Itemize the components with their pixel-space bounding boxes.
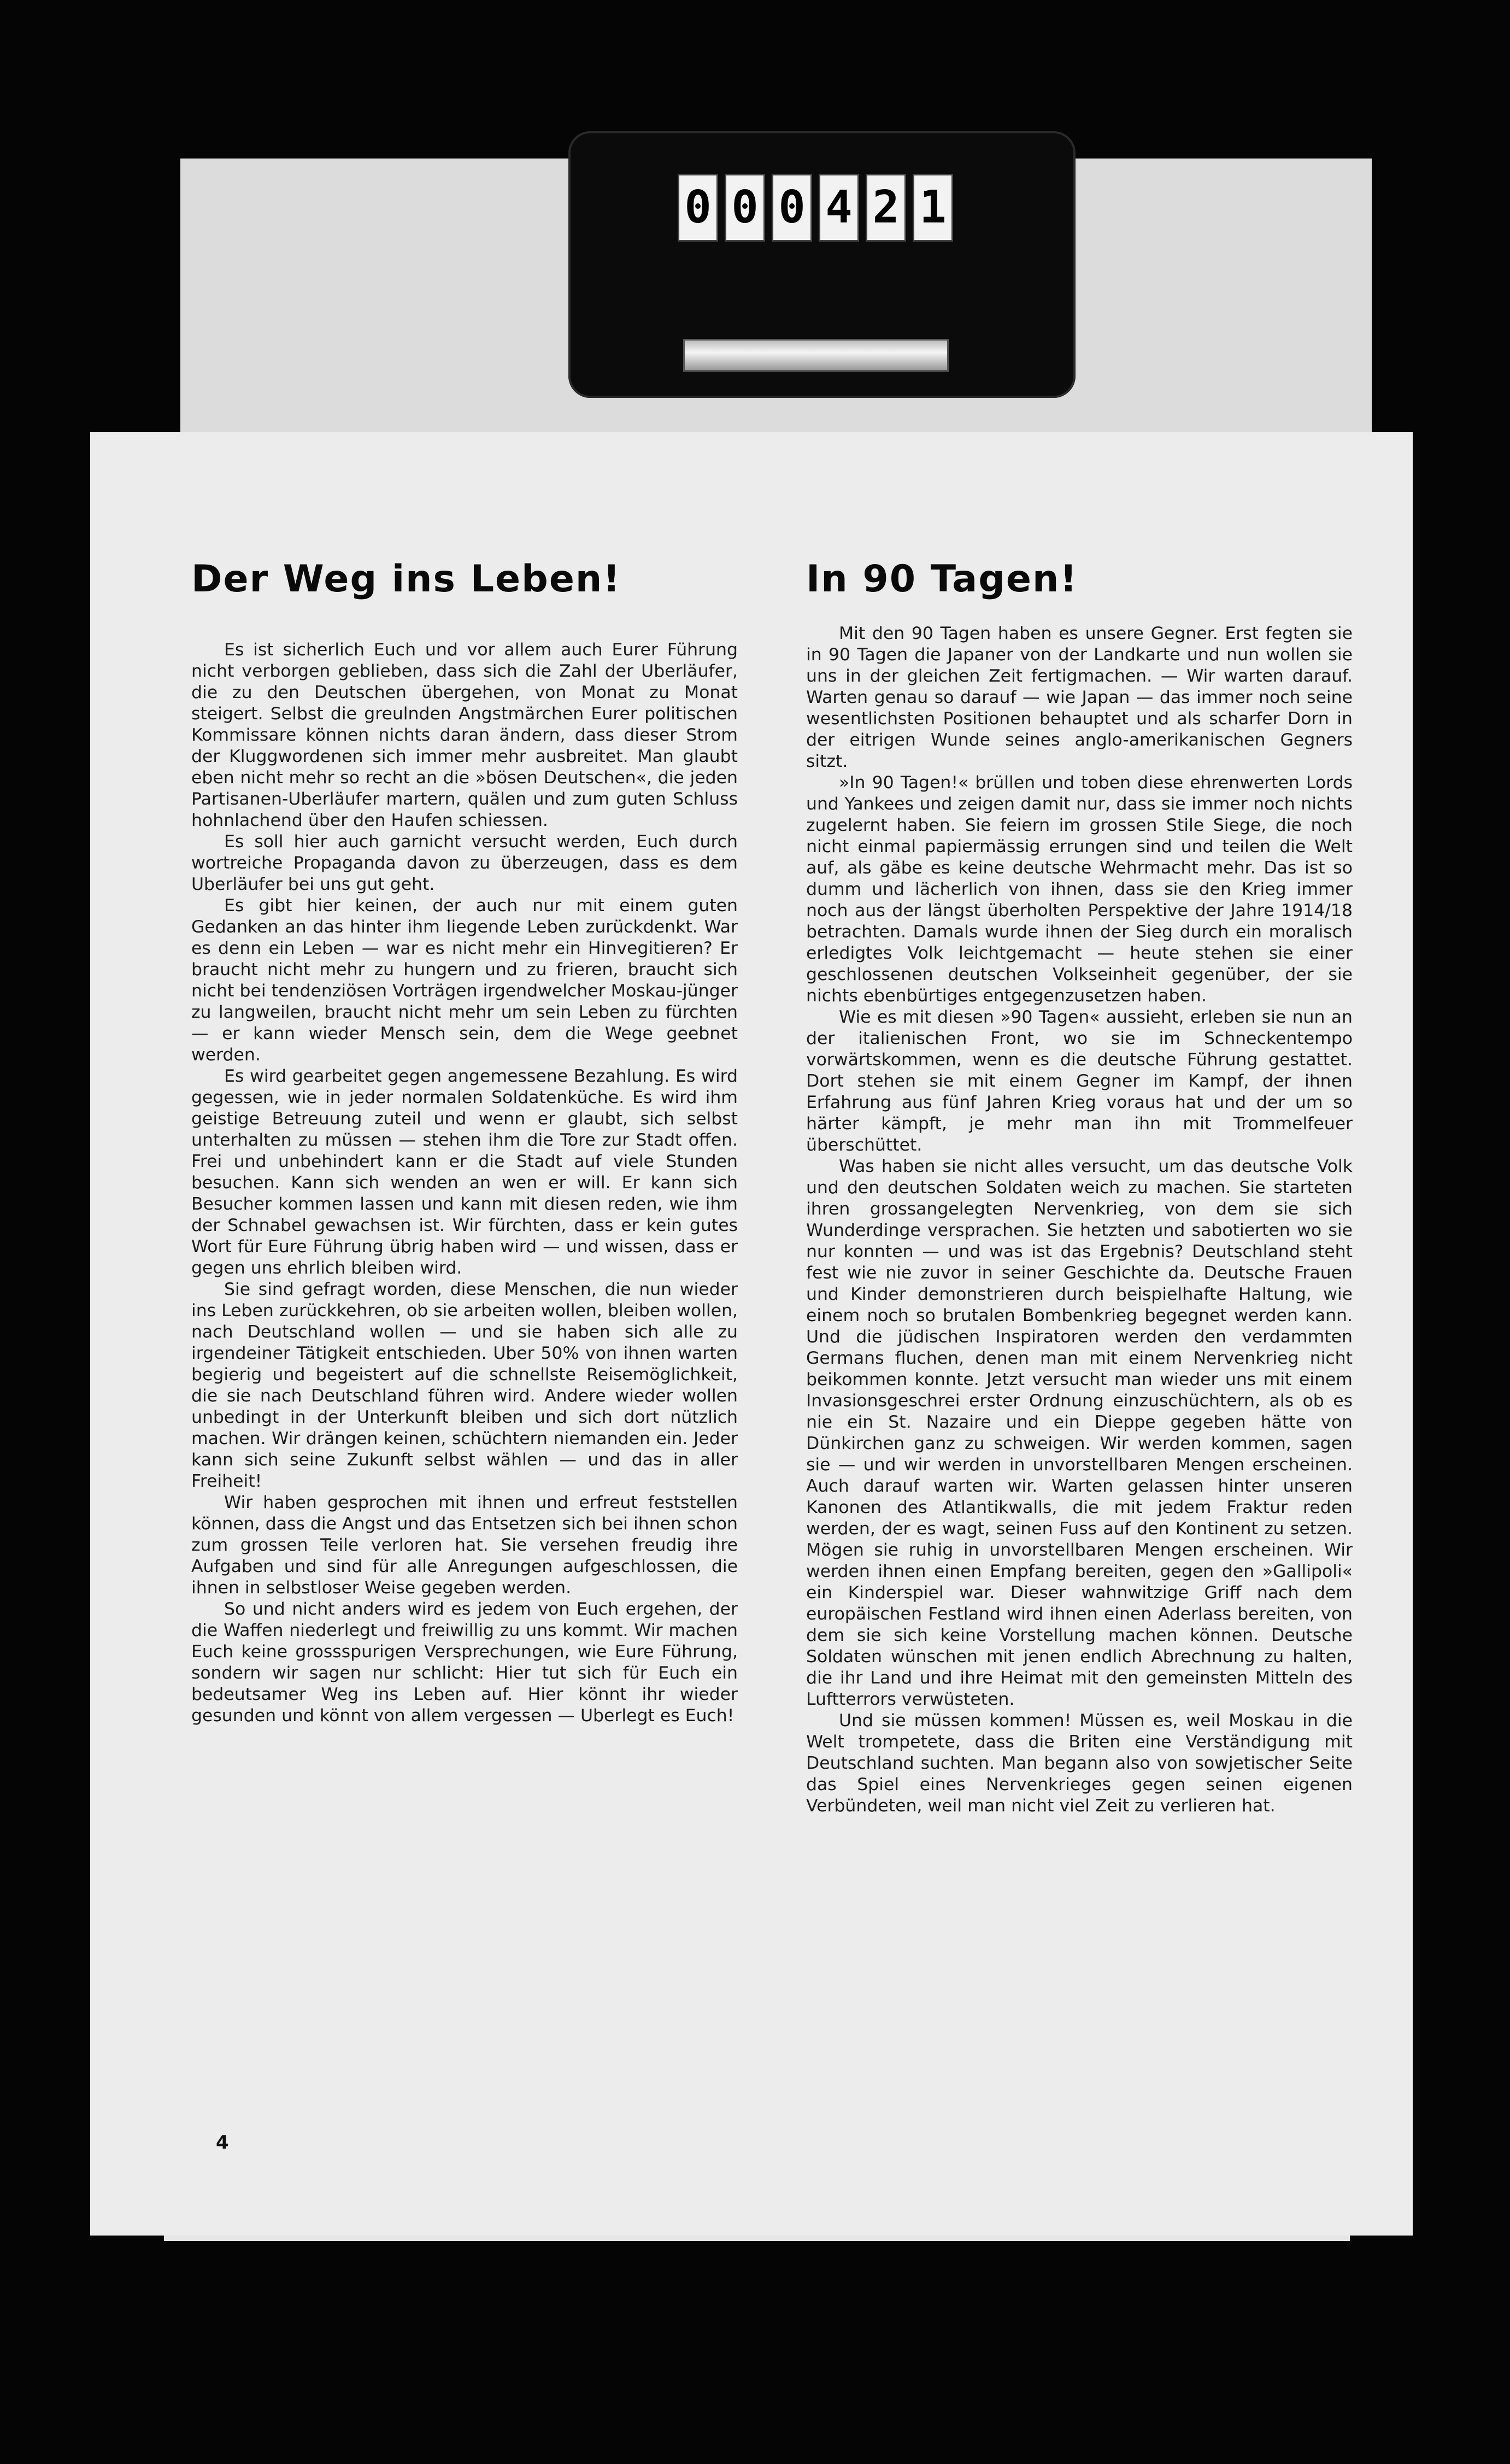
counter-digit: 2: [866, 174, 906, 242]
counter-digits: [678, 174, 953, 238]
left-headline: Der Weg ins Leben!: [191, 558, 621, 601]
article-paragraph: Es gibt hier keinen, der auch nur mit einem guten Gedanken an das hinter ihm liegende Leben zurückdenkt. War es denn ein Leben — war es nicht mehr ein Hinvegitieren? Er braucht nicht mehr zu hungern und zu frieren, braucht sich nicht bei tendenziösen Vorträgen irgendwelcher Moskau-jünger zu langweilen, braucht nicht mehr um sein Leben zu fürchten — er kann wieder Mensch sein, dem die Wege geebnet werden.: [191, 896, 738, 1065]
counter-digit: 1: [913, 174, 953, 242]
right-article: [806, 623, 1353, 1817]
article-paragraph: Es wird gearbeitet gegen angemessene Bezahlung. Es wird gegessen, wie in jeder normalen Soldatenküche. Es wird ihm geistige Betreuung zuteil und wenn er glaubt, sich selbst unterhalten zu müssen — stehen ihm die Tore zur Stadt offen. Frei und unbehindert kann er die Stadt auf viele Stunden besuchen. Kann sich wenden an wen er will. Er kann sich Besucher kommen lassen und kann mit diesen reden, wie ihm der Schnabel gewachsen ist. Wir fürchten, dass er kein gutes Wort für Eure Führung übrig haben wird — und wissen, dass er gegen uns ehrlich bleiben wird.: [191, 1066, 738, 1278]
article-paragraph: Und sie müssen kommen! Müssen es, weil Moskau in die Welt trompetete, dass die Briten eine Verständigung mit Deutschland suchten. Man begann also von sowjetischer Seite das Spiel eines Nervenkrieges gegen seinen eigenen Verbündeten, weil man nicht viel Zeit zu verlieren hat.: [806, 1711, 1353, 1816]
left-article: [191, 640, 738, 1727]
page-number: 4: [216, 2132, 229, 2154]
article-paragraph: Wir haben gesprochen mit ihnen und erfreut feststellen können, dass die Angst und das Entsetzen sich bei ihnen schon zum grossen Teile verloren hat. Sie versehen freudig ihre Aufgaben und sind für alle Anregungen aufgeschlossen, die ihnen in selbstloser Weise gegeben werden.: [191, 1493, 738, 1598]
counter-digit: 0: [772, 174, 812, 242]
article-paragraph: Es ist sicherlich Euch und vor allem auch Eurer Führung nicht verborgen geblieben, dass sich die Zahl der Uberläufer, die zu den Deutschen übergehen, von Monat zu Monat steigert. Selbst die greulnden Angstmärchen Eurer politischen Kommissare können nichts daran ändern, dass dieser Strom der Kluggwordenen sich immer mehr ausbreitet. Man glaubt eben nicht mehr so recht an die »bösen Deutschen«, die jeden Partisanen-Uberläufer martern, quälen und zum guten Schluss hohnlachend über den Haufen schiessen.: [191, 640, 738, 830]
counter-digit: 0: [725, 174, 765, 242]
article-paragraph: Wie es mit diesen »90 Tagen« aussieht, erleben sie nun an der italienischen Front, wo sie im Schneckentempo vorwärtskommen, wenn es die deutsche Führung gestattet. Dort stehen sie mit einem Gegner im Kampf, der ihnen Erfahrung aus fünf Jahren Krieg voraus hat und der um so härter kämpft, je mehr man ihn mit Trommelfeuer überschüttet.: [806, 1007, 1353, 1155]
article-paragraph: Was haben sie nicht alles versucht, um das deutsche Volk und den deutschen Soldaten weich zu machen. Sie starteten ihren grossangelegten Nervenkrieg, von dem sie sich Wunderdinge versprachen. Sie hetzten und sabotierten wo sie nur konnten — und was ist das Ergebnis? Deutschland steht fest wie nie zuvor in seiner Geschichte da. Deutsche Frauen und Kinder demonstrieren durch beispielhafte Haltung, wie einem noch so brutalen Bombenkrieg begegnet werden kann. Und die jüdischen Inspiratoren werden den verdammten Germans fluchen, denen man mit einem Nervenkrieg nicht beikommen konnte. Jetzt versucht man wieder uns mit einem Invasionsgeschrei erster Ordnung einzuschüchtern, als ob es nie ein St. Nazaire und ein Dieppe gegeben hätte von Dünkirchen ganz zu schweigen. Wir werden kommen, sagen sie — und wir werden in unvorstellbaren Mengen erscheinen. Auch darauf warten wir. Warten gelassen hinter unseren Kanonen des Atlantikwalls, die mit jedem Fraktur reden werden, der es wagt, seinen Fuss auf den Kontinent zu setzen. Mögen sie ruhig in unvorstellbaren Mengen erscheinen. Wir werden ihnen einen Empfang bereiten, gegen den »Gallipoli« ein Kinderspiel war. Dieser wahnwitzige Griff nach dem europäischen Festland wird ihnen einen Aderlass bereiten, von dem sie sich keine Vorstellung machen können. Deutsche Soldaten wünschen mit jenen endlich Abrechnung zu halten, die ihr Land und ihre Heimat mit den gemeinsten Mitteln des Luftterrors verwüsteten.: [806, 1157, 1353, 1709]
counter-digit: 4: [819, 174, 859, 242]
counter-plate: [683, 339, 949, 372]
article-paragraph: Es soll hier auch garnicht versucht werden, Euch durch wortreiche Propaganda davon zu überzeugen, dass es dem Uberläufer bei uns gut geht.: [191, 832, 738, 894]
article-paragraph: »In 90 Tagen!« brüllen und toben diese ehrenwerten Lords und Yankees und zeigen damit nur, dass sie immer noch nichts zugelernt haben. Sie feiern im grossen Stile Siege, die noch nicht einmal papiermässig errungen sind und teilen die Welt auf, als gäbe es keine deutsche Wehrmacht mehr. Das ist so dumm und lächerlich von ihnen, dass sie den Krieg immer noch aus der längst überholten Perspektive der Jahre 1914/18 betrachten. Damals wurde ihnen der Sieg durch ein moralisch erledigtes Volk leichtgemacht — heute stehen sie einer geschlossenen deutschen Volkseinheit gegenüber, der sie nichts ebenbürtiges entgegenzusetzen haben.: [806, 773, 1353, 1006]
article-paragraph: Mit den 90 Tagen haben es unsere Gegner. Erst fegten sie in 90 Tagen die Japaner von der Landkarte und nun wollen sie uns in der gleichen Zeit fertigmachen. — Wir warten darauf. Warten genau so darauf — wie Japan — das immer noch seine wesentlichsten Positionen behauptet und als scharfer Dorn in der eitrigen Wunde seines anglo-amerikanischen Gegners sitzt.: [806, 624, 1353, 771]
article-paragraph: So und nicht anders wird es jedem von Euch ergehen, der die Waffen niederlegt und freiwillig zu uns kommt. Wir machen Euch keine grossspurigen Versprechungen, wie Eure Führung, sondern wir sagen nur schlicht: Hier tut sich für Euch ein bedeutsamer Weg ins Leben auf. Hier könnt ihr wieder gesunden und könnt von allem vergessen — Uberlegt es Euch!: [191, 1599, 738, 1726]
counter-digit: 0: [678, 174, 718, 242]
article-paragraph: Sie sind gefragt worden, diese Menschen, die nun wieder ins Leben zurückkehren, ob sie arbeiten wollen, bleiben wollen, nach Deutschland wollen — und sie haben sich alle zu irgendeiner Tätigkeit entschieden. Uber 50% von ihnen warten begierig und begeistert auf die schnellste Reisemöglichkeit, die sie nach Deutschland führen wird. Andere wieder wollen unbedingt in der Unterkunft bleiben und sich dort nützlich machen. Wir drängen keinen, schüchtern niemanden ein. Jeder kann sich seine Zukunft selbst wählen — und das in aller Freiheit!: [191, 1280, 738, 1491]
right-headline: In 90 Tagen!: [806, 558, 1078, 601]
